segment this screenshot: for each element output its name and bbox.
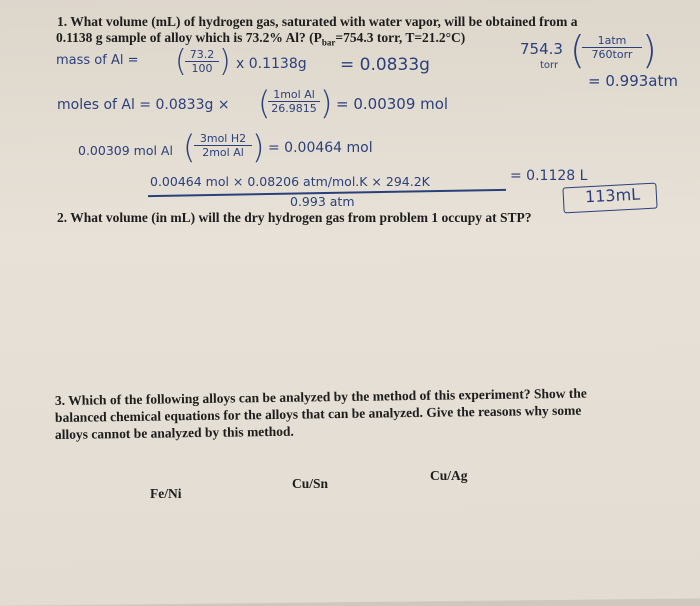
option-fe-ni: Fe/Ni [150,486,182,501]
question-1-line-2: 0.1138 g sample of alloy which is 73.2% Al? ($P_{bar}=754.3$ torr, T=21.2°C) [56,30,466,48]
option-cu-ag: Cu/Ag [430,468,468,483]
open-paren-3: ( [258,84,271,122]
moles-label: moles of Al = 0.0833g × [57,97,230,113]
mass-multiplier: x 0.1138g [236,56,307,72]
mass-label: mass of Al = [56,53,139,68]
pressure-value: 754.3 [520,40,563,58]
ideal-gas-denominator: 0.993 atm [290,194,355,209]
open-paren-4: ( [183,128,196,166]
ideal-gas-result: = 0.1128 L [510,168,588,184]
close-paren-3: ) [320,84,333,122]
pressure-unit: torr [540,60,559,71]
pressure-fraction: 1atm 760torr [582,34,642,61]
h2-start: 0.00309 mol Al [78,143,173,158]
open-paren-2: ( [570,28,585,72]
pressure-result: = 0.993atm [588,72,678,90]
moles-fraction: 1mol Al 26.9815 [268,88,320,115]
question-1-line-1: 1. What volume (mL) of hydrogen gas, saturated with water vapor, will be obtained from a [57,14,578,29]
final-answer: 113mL [584,184,641,207]
ideal-gas-numerator: 0.00464 mol × 0.08206 atm/mol.K × 294.2K [150,174,430,189]
h2-fraction: 3mol H2 2mol Al [194,132,252,159]
question-3-line-3: alloys cannot be analyzed by this method. [54,423,294,442]
mass-result: = 0.0833g [340,55,430,75]
moles-result: = 0.00309 mol [336,95,449,113]
close-paren-4: ) [252,128,265,166]
h2-result: = 0.00464 mol [268,140,373,156]
close-paren-2: ) [642,28,657,72]
question-2: 2. What volume (in mL) will the dry hydrogen gas from problem 1 occupy at STP? [57,210,532,225]
question-3-line-1: 3. Which of the following alloys can be analyzed by the method of this experiment? Show the [54,385,587,408]
open-paren: ( [175,44,187,79]
close-paren: ) [219,44,231,79]
option-cu-sn: Cu/Sn [292,476,329,491]
question-3-line-2: balanced chemical equations for the alloys that can be analyzed. Give the reasons why some [54,402,582,425]
mass-fraction: $\frac{73.2}{100}$ [185,48,219,75]
